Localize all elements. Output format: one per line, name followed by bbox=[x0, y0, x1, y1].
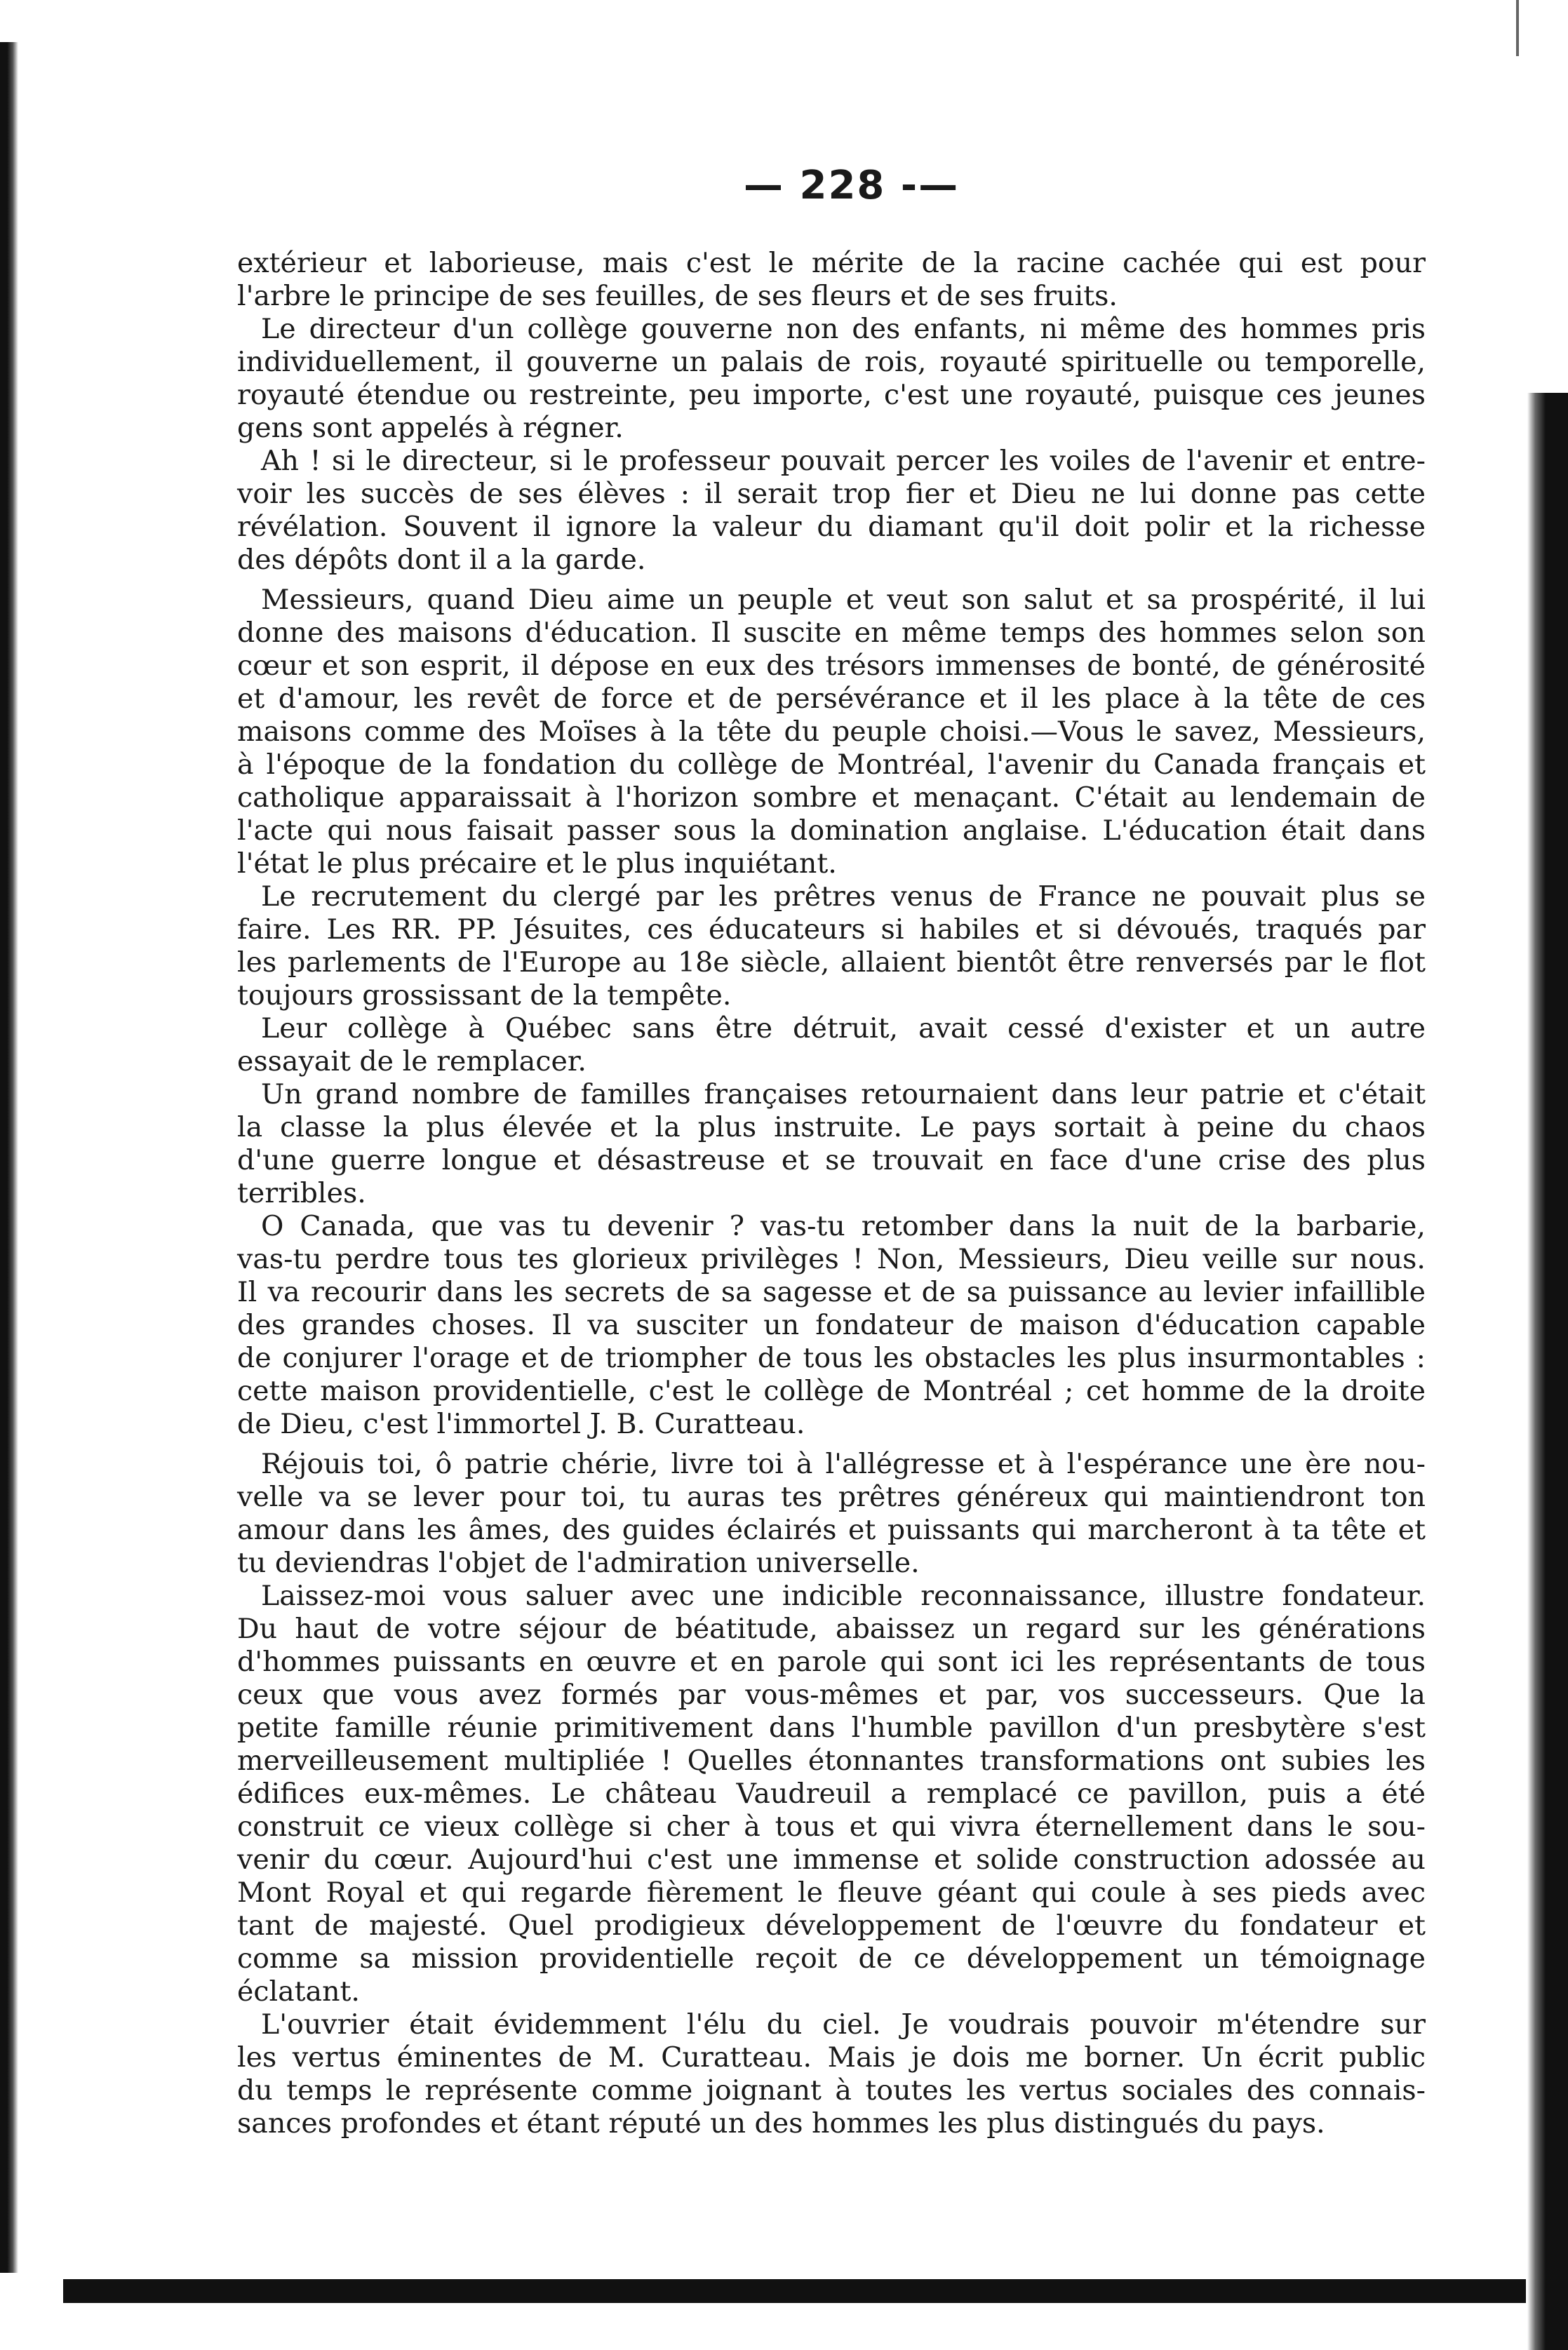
text-line: Messieurs, quand Dieu aime un peuple et veut son salut et sa prospérité, il lui bbox=[261, 584, 1426, 616]
text-line: éclatant. bbox=[237, 1975, 360, 2008]
text-line: de Dieu, c'est l'immortel J. B. Curatteau. bbox=[237, 1408, 805, 1440]
text-line: individuellement, il gouverne un palais de rois, royauté spirituelle ou temporelle, bbox=[237, 346, 1426, 378]
text-line: venir du cœur. Aujourd'hui c'est une immense et solide construction adossée au bbox=[237, 1844, 1426, 1876]
text-line: sances profondes et étant réputé un des hommes les plus distingués du pays. bbox=[237, 2107, 1325, 2140]
text-line: Du haut de votre séjour de béatitude, abaissez un regard sur les générations bbox=[237, 1613, 1426, 1645]
text-line: l'acte qui nous faisait passer sous la domination anglaise. L'éducation était dans bbox=[237, 814, 1426, 847]
scan-right-edge bbox=[1527, 393, 1568, 2350]
text-line: les parlements de l'Europe au 18e siècle, allaient bientôt être renversés par le flot bbox=[237, 946, 1426, 979]
text-line: construit ce vieux collège si cher à tous et qui vivra éternellement dans le sou- bbox=[237, 1811, 1426, 1843]
text-line: maisons comme des Moïses à la tête du peuple choisi.—Vous le savez, Messieurs, bbox=[237, 716, 1426, 748]
text-line: l'arbre le principe de ses feuilles, de ses fleurs et de ses fruits. bbox=[237, 280, 1118, 312]
text-line: d'une guerre longue et désastreuse et se trouvait en face d'une crise des plus bbox=[237, 1144, 1426, 1176]
text-line: Mont Royal et qui regarde fièrement le fleuve géant qui coule à ses pieds avec bbox=[237, 1876, 1426, 1909]
text-line: Leur collège à Québec sans être détruit, avait cessé d'exister et un autre bbox=[261, 1012, 1426, 1045]
text-line: ceux que vous avez formés par vous-mêmes et par, vos successeurs. Que la bbox=[237, 1679, 1426, 1711]
text-line: Un grand nombre de familles françaises retournaient dans leur patrie et c'était bbox=[261, 1078, 1426, 1110]
text-line: les vertus éminentes de M. Curatteau. Mais je dois me borner. Un écrit public bbox=[237, 2041, 1426, 2074]
text-line: royauté étendue ou restreinte, peu importe, c'est une royauté, puisque ces jeunes bbox=[237, 379, 1426, 411]
text-line: toujours grossissant de la tempête. bbox=[237, 979, 732, 1012]
text-line: d'hommes puissants en œuvre et en parole qui sont ici les représentants de tous bbox=[237, 1646, 1426, 1678]
text-line: Le directeur d'un collège gouverne non des enfants, ni même des hommes pris bbox=[261, 313, 1426, 345]
text-line: voir les succès de ses élèves : il serait trop fier et Dieu ne lui donne pas cette bbox=[237, 478, 1426, 510]
text-line: de conjurer l'orage et de triompher de tous les obstacles les plus insurmontables : bbox=[237, 1342, 1426, 1374]
text-line: cette maison providentielle, c'est le collège de Montréal ; cet homme de la droite bbox=[237, 1375, 1426, 1407]
body-text bbox=[237, 247, 1426, 2140]
text-line: faire. Les RR. PP. Jésuites, ces éducateurs si habiles et si dévoués, traqués par bbox=[237, 913, 1426, 946]
text-line: donne des maisons d'éducation. Il suscite en même temps des hommes selon son bbox=[237, 617, 1426, 649]
text-line: à l'époque de la fondation du collège de Montréal, l'avenir du Canada français et bbox=[237, 748, 1426, 781]
text-line: L'ouvrier était évidemment l'élu du ciel. Je voudrais pouvoir m'étendre sur bbox=[261, 2008, 1426, 2041]
text-line: révélation. Souvent il ignore la valeur du diamant qu'il doit polir et la richesse bbox=[237, 511, 1426, 543]
text-line: des dépôts dont il a la garde. bbox=[237, 544, 646, 576]
text-line: O Canada, que vas tu devenir ? vas-tu retomber dans la nuit de la barbarie, bbox=[261, 1210, 1426, 1242]
text-line: comme sa mission providentielle reçoit de ce développement un témoignage bbox=[237, 1942, 1426, 1975]
text-line: amour dans les âmes, des guides éclairés et puissants qui marcheront à ta tête et bbox=[237, 1514, 1426, 1546]
scan-corner-mark bbox=[1516, 0, 1547, 56]
text-line: petite famille réunie primitivement dans l'humble pavillon d'un presbytère s'est bbox=[237, 1712, 1426, 1744]
text-line: vas-tu perdre tous tes glorieux privilèges ! Non, Messieurs, Dieu veille sur nous. bbox=[237, 1243, 1426, 1275]
text-line: Ah ! si le directeur, si le professeur pouvait percer les voiles de l'avenir et entre- bbox=[261, 445, 1426, 477]
text-line: Le recrutement du clergé par les prêtres venus de France ne pouvait plus se bbox=[261, 880, 1426, 913]
text-line: tu deviendras l'objet de l'admiration universelle. bbox=[237, 1547, 920, 1579]
text-line: Laissez-moi vous saluer avec une indicible reconnaissance, illustre fondateur. bbox=[261, 1580, 1426, 1612]
text-line: extérieur et laborieuse, mais c'est le mérite de la racine cachée qui est pour bbox=[237, 247, 1426, 279]
text-line: tant de majesté. Quel prodigieux développement de l'œuvre du fondateur et bbox=[237, 1909, 1426, 1942]
text-line: gens sont appelés à régner. bbox=[237, 412, 624, 444]
text-line: la classe la plus élevée et la plus instruite. Le pays sortait à peine du chaos bbox=[237, 1111, 1426, 1143]
text-line: édifices eux-mêmes. Le château Vaudreuil a remplacé ce pavillon, puis a été bbox=[237, 1778, 1426, 1810]
text-line: terribles. bbox=[237, 1177, 366, 1209]
scan-left-edge bbox=[0, 42, 18, 2273]
text-line: et d'amour, les revêt de force et de persévérance et il les place à la tête de ces bbox=[237, 683, 1426, 715]
text-line: merveilleusement multipliée ! Quelles étonnantes transformations ont subies les bbox=[237, 1745, 1426, 1777]
text-line: l'état le plus précaire et le plus inquiétant. bbox=[237, 847, 837, 880]
text-line: du temps le représente comme joignant à toutes les vertus sociales des connais- bbox=[237, 2074, 1426, 2107]
text-line: velle va se lever pour toi, tu auras tes prêtres généreux qui maintiendront ton bbox=[237, 1481, 1426, 1513]
text-line: Il va recourir dans les secrets de sa sagesse et de sa puissance au levier infaillible bbox=[237, 1276, 1426, 1308]
text-line: Réjouis toi, ô patrie chérie, livre toi à l'allégresse et à l'espérance une ère nou- bbox=[261, 1448, 1426, 1480]
text-line: essayait de le remplacer. bbox=[237, 1045, 587, 1077]
text-line: des grandes choses. Il va susciter un fondateur de maison d'éducation capable bbox=[237, 1309, 1426, 1341]
text-line: cœur et son esprit, il dépose en eux des trésors immenses de bonté, de générosité bbox=[237, 650, 1426, 682]
text-line: catholique apparaissait à l'horizon sombre et menaçant. C'était au lendemain de bbox=[237, 781, 1426, 814]
scan-bottom-edge bbox=[63, 2279, 1526, 2303]
page-number: — 228 -— bbox=[744, 163, 960, 208]
